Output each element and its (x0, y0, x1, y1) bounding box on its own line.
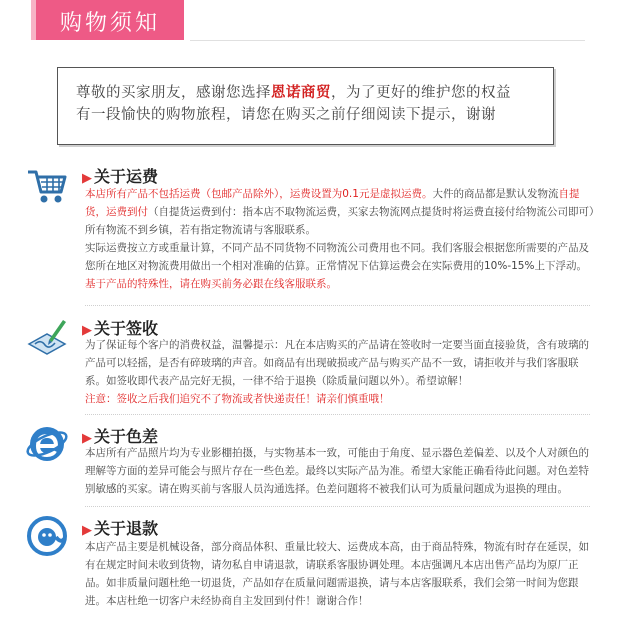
refund-title-text: 关于退款 (94, 519, 159, 538)
shipping-p1-red: 本店所有产品不包括运费（包邮产品除外），运费设置为0.1元是虚拟运费。 (85, 188, 433, 200)
notice-line1-post: ，为了更好的维护您的权益 (331, 85, 511, 101)
page-title: 购物须知 (59, 11, 160, 36)
shipping-p1-a: 大件的商品都是默认发物流 (432, 188, 559, 200)
notice-line2: 有一段愉快的购物旅程，请您在购买之前仔细阅读下提示，谢谢 (76, 107, 496, 123)
shipping-body (85, 185, 595, 293)
shopping-cart-icon (25, 164, 69, 208)
header-banner (36, 0, 184, 40)
shipping-title: ▶ 关于运费 (82, 167, 159, 186)
shipping-p3: 基于产品的特殊性，请在购买前务必跟在线客服联系。 (85, 278, 337, 290)
notice-box (57, 67, 554, 145)
shipping-p2: 实际运费按立方或重量计算，不同产品不同货物不同物流公司费用也不同。我们客服会根据您所需要的产品及您所在地区对物流费用做出一个相对准确的估算。正常情况下估算运费会在实际费用的10%-15%上下浮动。 (85, 242, 589, 272)
refund-p1: 本店产品主要是机械设备，部分商品体积、重量比较大、运费成本高，由于商品特殊，物流有时存在延误，如有在规定时间未收到货物，请勿私自申请退款，请联系客服协调处理。本店强调凡本店出售产品均为原厂正品。如非质量问题杜绝一切退货，产品如存在质量问题需退换，请与本店客服联系，我们会第一时间为您跟进。本店杜绝一切客户未经协商自主发回到付件！谢谢合作！ (85, 541, 589, 607)
header-divider (190, 40, 585, 41)
notice-line1-pre: 尊敬的买家朋友，感谢您选择 (76, 85, 271, 101)
signing-p1: 为了保证每个客户的消费权益，温馨提示：凡在本店购买的产品请在签收时一定要当面直接验货，含有玻璃的产品可以轻摇，是否有碎玻璃的声音。如商品有出现破损或产品与购买产品不一致，请拒收并与我们客服联系。如签收即代表产品完好无损，一律不给于退换（除质量问题以外）。希望谅解！ (85, 339, 589, 387)
signing-title-text: 关于签收 (94, 319, 159, 338)
shipping-title-text: 关于运费 (94, 167, 159, 186)
divider (85, 414, 590, 415)
divider (85, 506, 590, 507)
refund-title: ▶ 关于退款 (82, 519, 159, 538)
signing-body (85, 336, 595, 408)
shipping-p1-b: （自提货运费到付：指本店不取物流运费，买家去物流网点提货时将运费直接付给物流公司即可）所有物流不到乡镇，若有指定物流请与客服联系。 (85, 206, 595, 236)
pen-sign-icon (25, 314, 69, 358)
signing-p2: 注意：签收之后我们追究不了物流或者快递责任！请亲们慎重哦！ (85, 393, 390, 405)
notice-text (76, 82, 541, 126)
color-title-text: 关于色差 (94, 427, 159, 446)
color-body (85, 444, 595, 498)
notice-brand: 恩诺商贸 (271, 84, 331, 101)
refund-body (85, 538, 595, 610)
at-support-icon (25, 514, 69, 558)
browser-e-icon (25, 422, 69, 466)
color-title: ▶ 关于色差 (82, 427, 159, 446)
signing-title: ▶ 关于签收 (82, 319, 159, 338)
divider (85, 305, 590, 306)
color-p1: 本店所有产品照片均为专业影棚拍摄，与实物基本一致，可能由于角度、显示器色差偏差、以及个人对颜色的理解等方面的差异可能会与照片存在一些色差。最终以实际产品为准。希望大家能正确看待此问题。对色差特别敏感的买家。请在购买前与客服人员沟通选择。色差问题将不被我们认可为质量问题成为退换的理由。 (85, 447, 589, 495)
shipping-p1-red2: 自提货，运费到付 (85, 188, 580, 218)
